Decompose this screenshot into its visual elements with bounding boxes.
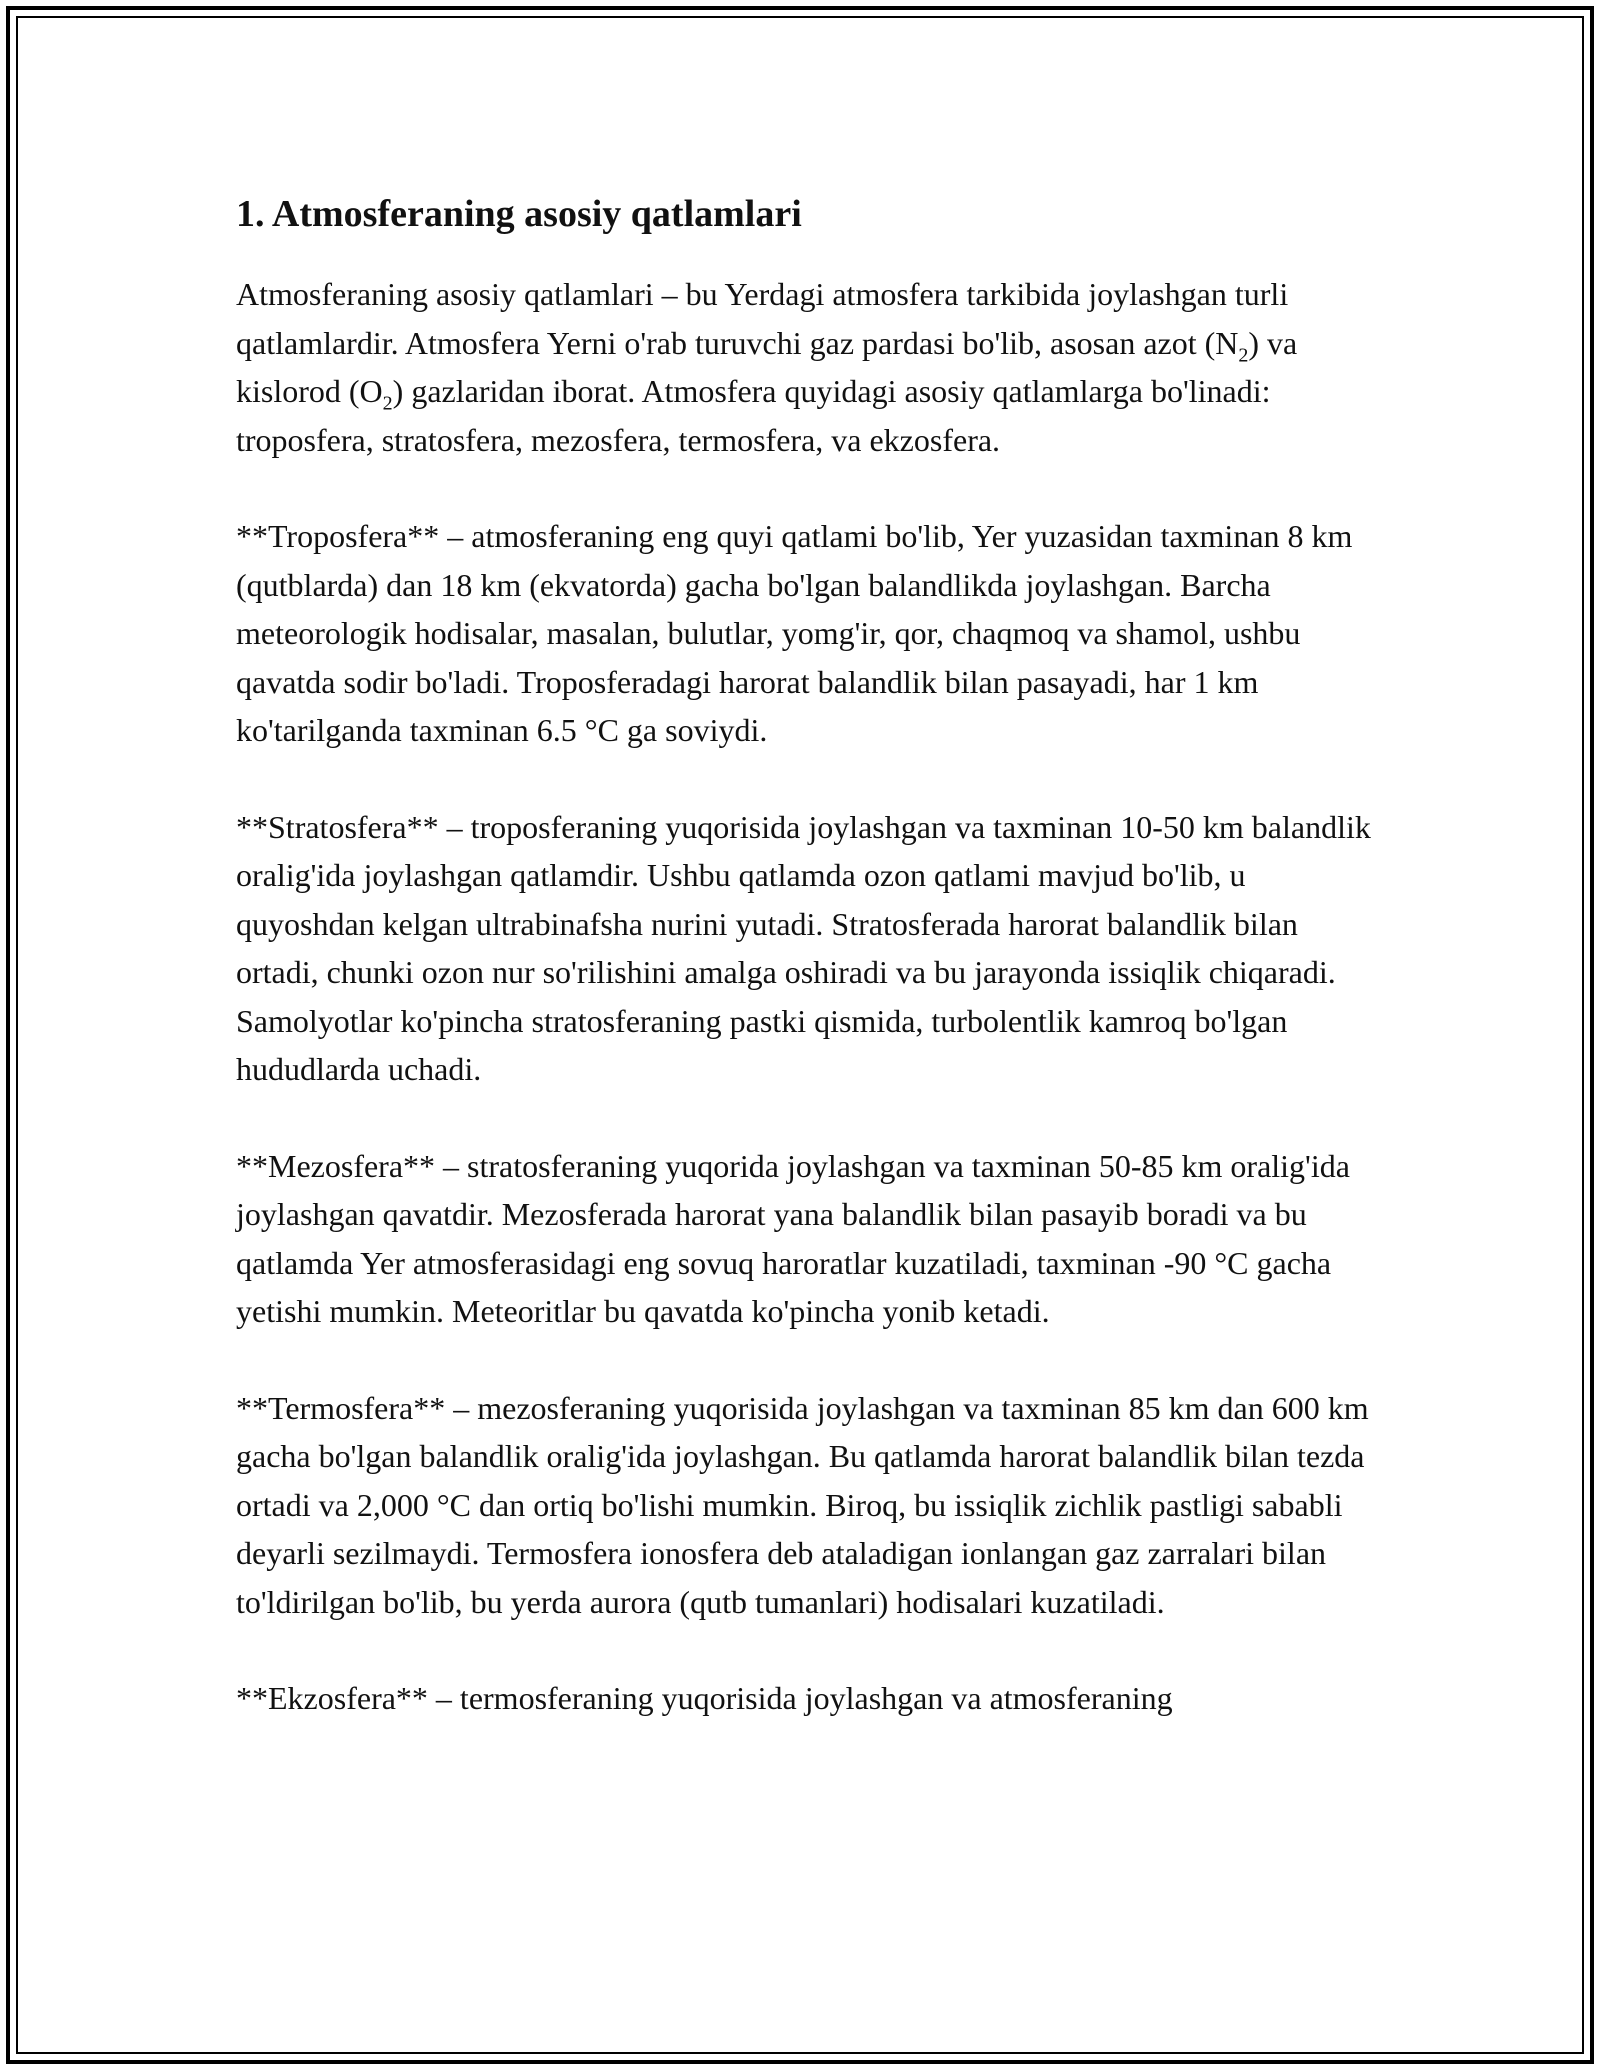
stratosphere-paragraph: **Stratosfera** – troposferaning yuqorisida joylashgan va taxminan 10-50 km balandlik oralig'ida joylashgan qatlamdir. Ushbu qatlamda ozon qatlami mavjud bo'lib, u quyoshdan kelgan ultrabinafsha nurini yutadi. Stratosferada harorat balandlik bilan ortadi, chunki ozon nur so'rilishini amalga oshiradi va bu jarayonda issiqlik chiqaradi. Samolyotlar ko'pincha stratosferaning pastki qismida, turbolentlik kamroq bo'lgan hududlarda uchadi. xyxy=(236,808,1371,1087)
document-body xyxy=(236,186,1376,1771)
troposphere-paragraph: **Troposfera** – atmosferaning eng quyi qatlami bo'lib, Yer yuzasidan taxminan 8 km (qutblarda) dan 18 km (ekvatorda) gacha bo'lgan balandlikda joylashgan. Barcha meteorologik hodisalar, masalan, bulutlar, yomg'ir, qor, chaqmoq va shamol, ushbu qavatda sodir bo'ladi. Troposferadagi harorat balandlik bilan pasayadi, har 1 km ko'tarilganda taxminan 6.5 °C ga soviydi. xyxy=(236,518,1353,748)
section-heading: 1. Atmosferaning asosiy qatlamlari xyxy=(236,193,802,235)
intro-paragraph xyxy=(236,270,1376,464)
mesosphere-paragraph: **Mezosfera** – stratosferaning yuqorida joylashgan va taxminan 50-85 km oralig'ida joylashgan qavatdir. Mezosferada harorat yana balandlik bilan pasayib boradi va bu qatlamda Yer atmosferasidagi eng sovuq haroratlar kuzatiladi, taxminan -90 °C gacha yetishi mumkin. Meteoritlar bu qavatda ko'pincha yonib ketadi. xyxy=(236,1147,1350,1329)
intro-text-3: ) gazlaridan iborat. Atmosfera quyidagi asosiy qatlamlarga bo'linadi: troposfera, stratosfera, mezosfera, termosfera, va ekzosfera. xyxy=(236,373,1271,458)
exosphere-paragraph: **Ekzosfera** – termosferaning yuqorisida joylashgan va atmosferaning xyxy=(236,1680,1173,1716)
oxygen-subscript: 2 xyxy=(382,392,393,415)
intro-text-2: ) va kislorod (O xyxy=(236,324,1298,409)
intro-text-1: Atmosferaning asosiy qatlamlari – bu Yerdagi atmosfera tarkibida joylashgan turli qatlamlardir. Atmosfera Yerni o'rab turuvchi gaz pardasi bo'lib, asosan azot (N xyxy=(236,276,1289,361)
thermosphere-paragraph: **Termosfera** – mezosferaning yuqorisida joylashgan va taxminan 85 km dan 600 km gacha bo'lgan balandlik oralig'ida joylashgan. Bu qatlamda harorat balandlik bilan tezda ortadi va 2,000 °C dan ortiq bo'lishi mumkin. Biroq, bu issiqlik zichlik pastligi sababli deyarli sezilmaydi. Termosfera ionosfera deb ataladigan ionlangan gaz zarralari bilan to'ldirilgan bo'lib, bu yerda aurora (qutb tumanlari) hodisalari kuzatiladi. xyxy=(236,1389,1369,1620)
nitrogen-subscript: 2 xyxy=(1238,343,1249,366)
